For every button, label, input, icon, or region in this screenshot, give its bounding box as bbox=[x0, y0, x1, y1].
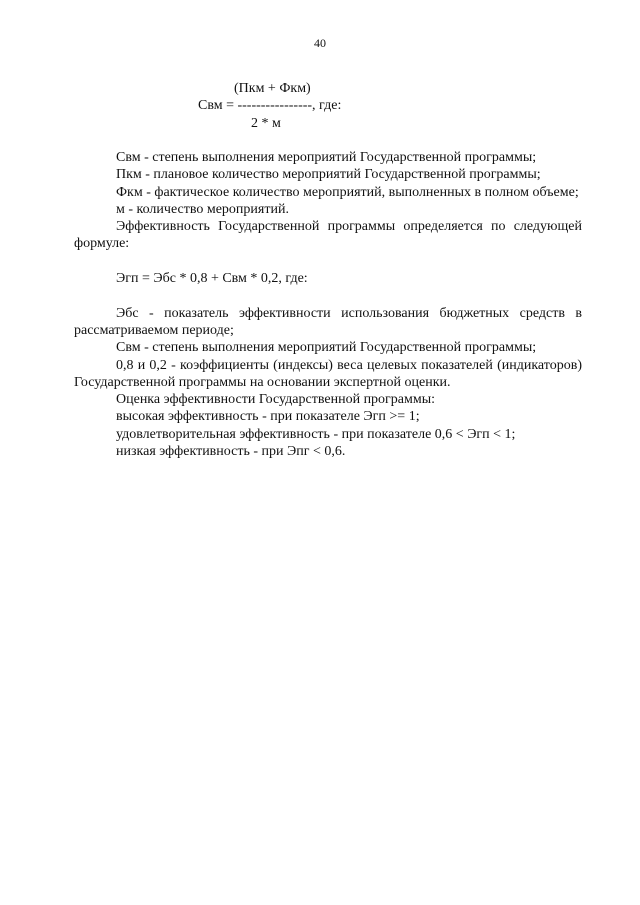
formula-egp: Эгп = Эбс * 0,8 + Свм * 0,2, где: bbox=[116, 271, 308, 287]
definition-weights: 0,8 и 0,2 - коэффициенты (индексы) веса целевых показателей (индикаторов) Государственной программы на основании экспертной оценки. bbox=[74, 357, 582, 390]
efficiency-intro: Эффективность Государственной программы определяется по следующей формуле: bbox=[74, 219, 582, 252]
definition-pkm: Пкм - плановое количество мероприятий Государственной программы; bbox=[116, 167, 541, 183]
definition-fkm: Фкм - фактическое количество мероприятий, выполненных в полном объеме; bbox=[116, 184, 579, 200]
assessment-title: Оценка эффективности Государственной программы: bbox=[116, 392, 436, 408]
assessment-satisfactory: удовлетворительная эффективность - при показателе 0,6 < Эгп < 1; bbox=[116, 426, 516, 442]
blank-line bbox=[74, 253, 582, 270]
definition-svm-repeat: Свм - степень выполнения мероприятий Государственной программы; bbox=[116, 340, 537, 356]
formula-denominator: 2 * м bbox=[251, 116, 281, 131]
definition-ebs: Эбс - показатель эффективности использования бюджетных средств в рассматриваемом периоде; bbox=[74, 305, 582, 338]
definition-m: м - количество мероприятий. bbox=[116, 201, 289, 217]
definition-svm: Свм - степень выполнения мероприятий Государственной программы; bbox=[116, 150, 537, 165]
blank-line bbox=[74, 287, 582, 304]
page-number: 40 bbox=[314, 36, 326, 50]
assessment-low: низкая эффективность - при Эпг < 0,6. bbox=[116, 444, 346, 460]
formula-numerator: (Пкм + Фкм) bbox=[234, 81, 311, 96]
document-body bbox=[74, 149, 582, 460]
assessment-high: высокая эффективность - при показателе Эгп >= 1; bbox=[116, 409, 420, 425]
formula-main-line: Свм = ----------------, где: bbox=[198, 98, 342, 113]
